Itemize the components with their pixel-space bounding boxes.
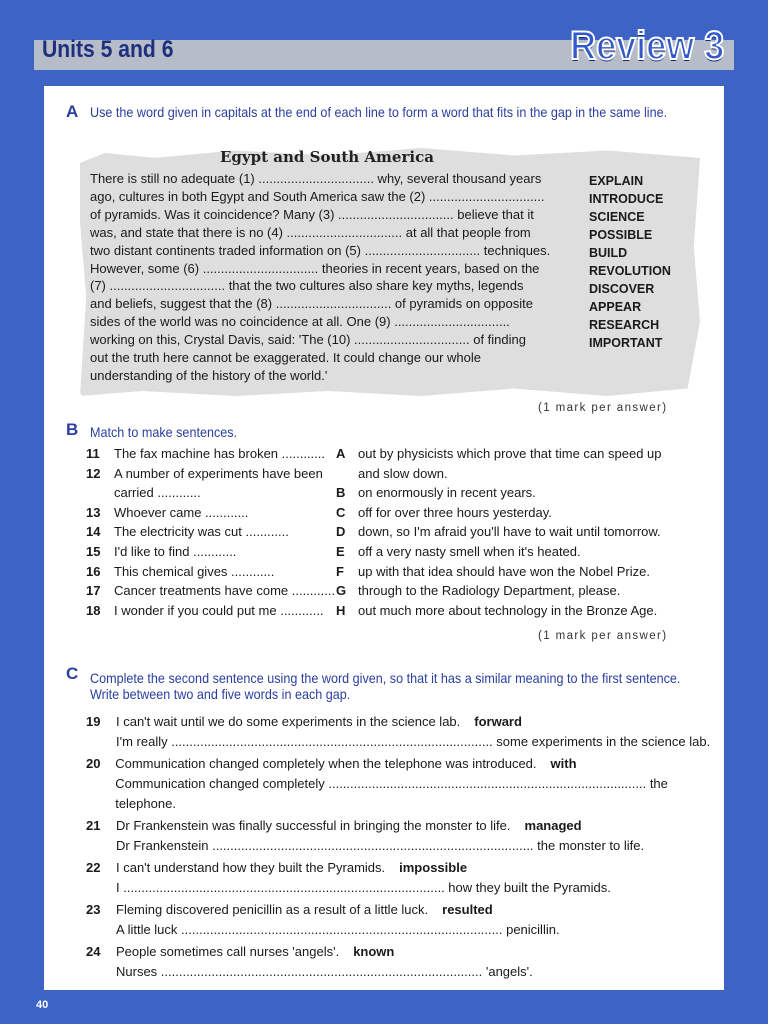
passage-line: working on this, Crystal Davis, said: 'The (10) ................................ of finding (90, 332, 526, 348)
item-number: 12 (86, 465, 101, 481)
sentence-ending: out by physicists which prove that time can speed up (358, 446, 662, 461)
section-c-instruction: Complete the second sentence using the word given, so that it has a similar meaning to the first sentence. Write between two and five words in each gap. (90, 670, 681, 702)
passage-line: There is still no adequate (1) ................................ why, several thousand years (90, 171, 542, 186)
item-body (116, 942, 533, 982)
transformation-item (86, 900, 716, 940)
matching-row (86, 485, 706, 505)
first-sentence: Dr Frankenstein was finally successful in bringing the monster to life. (116, 818, 511, 833)
passage-line: ago, cultures in both Egypt and South America saw the (2) ................................ (90, 188, 545, 204)
passage-line: However, some (6) ................................ theories in recent years, based on the (90, 260, 540, 276)
option-letter: H (336, 602, 346, 618)
option-letter: C (336, 504, 346, 520)
item-number: 22 (86, 860, 101, 875)
capital-word: BUILD (589, 246, 628, 260)
passage-line: sides of the world was no coincidence at all. One (9) ................................ (90, 314, 510, 330)
option-letter: F (336, 563, 344, 579)
second-sentence: A little luck ......................................................................................... penicillin. (116, 922, 560, 937)
item-body (116, 900, 560, 940)
capital-word: POSSIBLE (589, 228, 653, 242)
first-sentence-line (116, 816, 644, 836)
passage-line: out the truth here cannot be exaggerated. It could change our whole (90, 350, 481, 366)
capital-word: REVOLUTION (589, 264, 671, 278)
transformation-item (86, 712, 716, 752)
section-b-instruction: Match to make sentences. (90, 424, 238, 440)
passage-title: Egypt and South America (220, 148, 434, 166)
passage-line: understanding of the history of the world.' (90, 367, 328, 383)
first-sentence-line (115, 754, 716, 774)
option-letter: D (336, 524, 346, 540)
item-number: 16 (86, 563, 101, 579)
section-a-letter: A (66, 102, 79, 121)
item-body (116, 816, 644, 856)
first-sentence-line (116, 712, 710, 732)
sentence-start: This chemical gives ............ (114, 563, 275, 579)
sentence-ending: through to the Radiology Department, please. (358, 583, 621, 599)
first-sentence-line (116, 900, 560, 920)
section-a-marks: (1 mark per answer) (538, 402, 668, 414)
option-letter: A (336, 446, 346, 461)
key-word: forward (474, 714, 522, 729)
page-content (44, 86, 724, 990)
sentence-start: Whoever came ............ (114, 504, 249, 520)
sentence-start: Cancer treatments have come ............ (114, 583, 336, 599)
first-sentence: People sometimes call nurses 'angels'. (116, 944, 340, 959)
section-c-letter: C (66, 664, 79, 683)
first-sentence-line (116, 858, 611, 878)
capital-word: APPEAR (589, 300, 642, 314)
second-sentence: Dr Frankenstein ......................................................................................... the monster to life. (116, 838, 645, 853)
second-sentence: Nurses ......................................................................................... 'angels'. (116, 964, 533, 979)
section-b-letter: B (66, 420, 79, 439)
sentence-start: The electricity was cut ............ (114, 524, 289, 540)
key-word: known (353, 944, 395, 959)
capital-word: IMPORTANT (589, 336, 663, 350)
passage-line: was, and state that there is no (4) ................................ at all that people from (90, 224, 531, 240)
matching-row (86, 564, 706, 584)
capital-word: DISCOVER (589, 282, 655, 296)
capital-word: RESEARCH (589, 318, 660, 332)
sentence-ending: and slow down. (358, 465, 448, 481)
first-sentence: I can't understand how they built the Pyramids. (116, 860, 386, 875)
matching-row (86, 603, 706, 623)
passage-line: two distant continents traded information on (5) ................................ techniques. (90, 242, 551, 258)
passage-line: (7) ................................ that the two cultures also share key myths, legends (90, 278, 524, 294)
item-number: 24 (86, 944, 101, 959)
matching-row (86, 583, 706, 603)
section-b-marks: (1 mark per answer) (538, 630, 668, 642)
item-number: 14 (86, 524, 101, 540)
capital-words-list (589, 172, 671, 352)
item-number: 23 (86, 902, 101, 917)
item-number: 11 (86, 446, 100, 461)
item-number: 13 (86, 504, 101, 520)
sentence-ending: off for over three hours yesterday. (358, 504, 552, 520)
sentence-ending: out much more about technology in the Bronze Age. (358, 602, 658, 618)
second-sentence: I'm really ......................................................................................... some experiments in the science lab. (116, 734, 711, 749)
transformation-item (86, 858, 716, 898)
item-number: 20 (86, 756, 101, 771)
matching-row (86, 524, 706, 544)
option-letter: G (336, 583, 347, 599)
matching-list (86, 446, 706, 622)
matching-row (86, 446, 706, 466)
matching-row (86, 466, 706, 486)
sentence-ending: down, so I'm afraid you'll have to wait until tomorrow. (358, 524, 661, 540)
page-number: 40 (36, 999, 49, 1011)
sentence-start: A number of experiments have been (114, 465, 323, 481)
option-letter: B (336, 485, 346, 501)
key-word: impossible (399, 860, 468, 875)
key-word: with (550, 756, 577, 771)
key-word: managed (524, 818, 582, 833)
item-number: 21 (86, 818, 101, 833)
transformation-item (86, 816, 716, 856)
capital-word: SCIENCE (589, 210, 645, 224)
transformation-item (86, 754, 716, 814)
matching-row (86, 505, 706, 525)
item-number: 17 (86, 583, 101, 599)
section-a-instruction: Use the word given in capitals at the end of each line to form a word that fits in the gap in the same line. (90, 104, 668, 120)
review-title: Review 3 (569, 24, 724, 68)
key-word: resulted (442, 902, 493, 917)
units-title: Units 5 and 6 (42, 36, 174, 63)
item-body (115, 754, 716, 814)
option-letter: E (336, 543, 345, 559)
sentence-ending: off a very nasty smell when it's heated. (358, 543, 581, 559)
transformation-list (86, 712, 716, 984)
first-sentence: Communication changed completely when the telephone was introduced. (115, 756, 537, 771)
capital-word: INTRODUCE (589, 192, 664, 206)
sentence-ending: up with that idea should have won the Nobel Prize. (358, 563, 650, 579)
item-number: 19 (86, 714, 101, 729)
passage-line: of pyramids. Was it coincidence? Many (3) ................................ believe that it (90, 206, 534, 222)
matching-row (86, 544, 706, 564)
second-sentence: Communication changed completely ........................................................................................ the telephone. (115, 776, 668, 811)
transformation-item (86, 942, 716, 982)
sentence-ending: on enormously in recent years. (358, 485, 536, 501)
sentence-start: carried ............ (114, 485, 201, 501)
sentence-start: I'd like to find ............ (114, 543, 237, 559)
passage-line: and beliefs, suggest that the (8) ................................ of pyramids on opposite (90, 296, 533, 312)
first-sentence: Fleming discovered penicillin as a result of a little luck. (116, 902, 429, 917)
item-body (116, 712, 710, 752)
item-body (116, 858, 611, 898)
second-sentence: I ......................................................................................... how they built the Pyramids. (116, 880, 611, 895)
first-sentence: I can't wait until we do some experiments in the science lab. (116, 714, 461, 729)
sentence-start: I wonder if you could put me ............ (114, 602, 324, 618)
item-number: 15 (86, 543, 101, 559)
item-number: 18 (86, 602, 101, 618)
sentence-start: The fax machine has broken ............ (114, 446, 325, 461)
first-sentence-line (116, 942, 533, 962)
passage-text (90, 170, 580, 385)
capital-word: EXPLAIN (589, 174, 644, 188)
